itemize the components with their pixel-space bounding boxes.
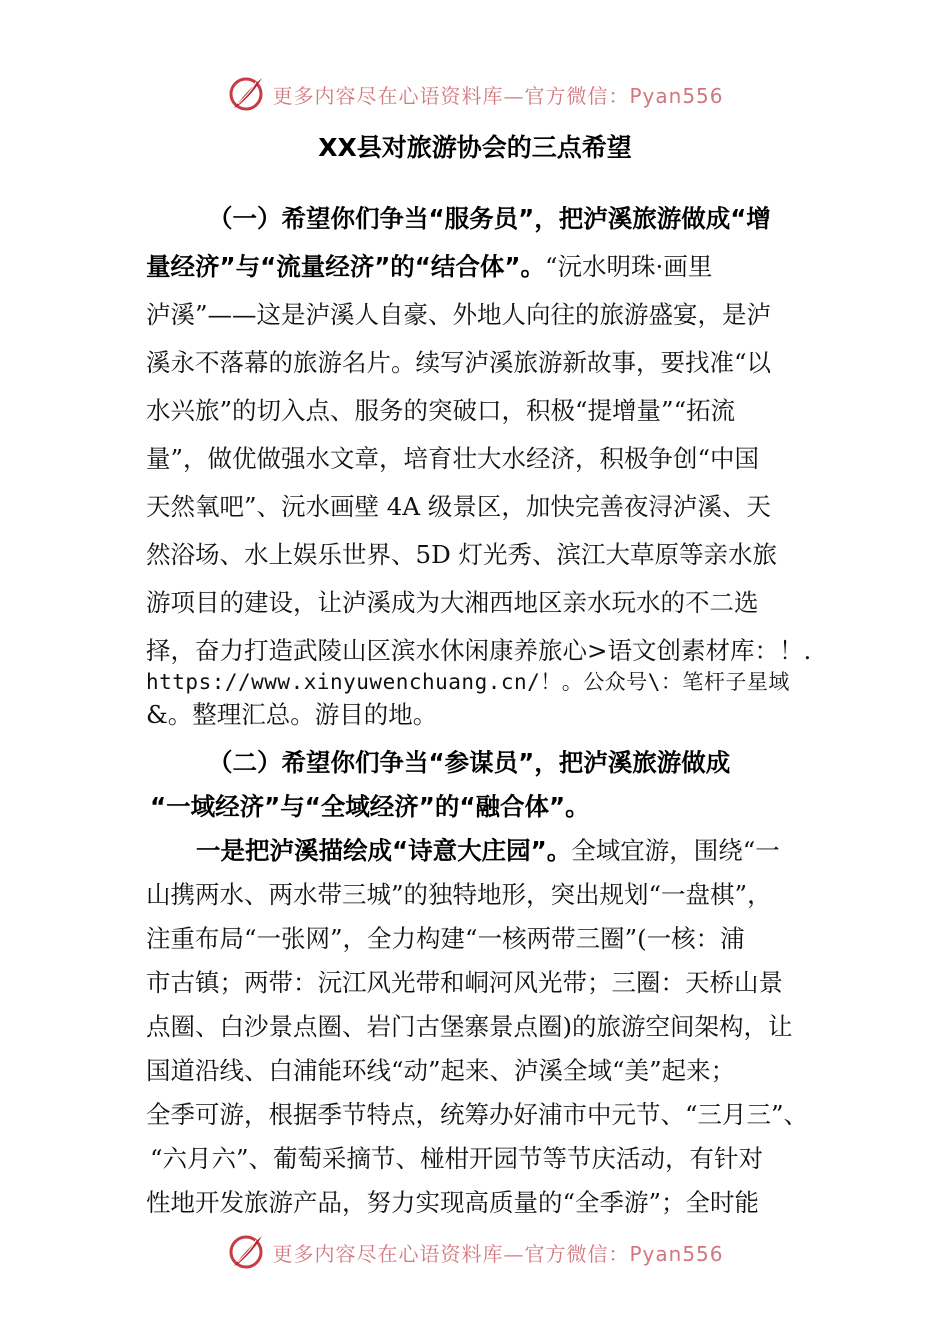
body-text: 性地开发旅游产品，努力实现高质量的“全季游”；全时能 [146,1188,760,1217]
footer-wechat-id: Pyan556 [629,1241,724,1266]
text-line [146,964,783,999]
heading-text: 一是把泸溪描绘成“诗意大庄园”。 [196,836,572,865]
text-line [196,832,780,867]
text-line [146,296,771,331]
heading-text: （二）希望你们争当“参谋员”，把泸溪旅游做成 [208,748,731,777]
footer-banner-label: 更多内容尽在心语资料库—官方微信： [272,1241,630,1266]
body-text: 量”，做优做强水文章，培育壮大水经济，积极争创“中国 [146,444,760,473]
text-line [146,584,759,619]
text-line [146,1184,759,1219]
text-line [146,920,745,955]
heading-text: （一）希望你们争当“服务员”，把泸溪旅游做成“增 [208,204,771,233]
body-text: 泸溪”——这是泸溪人自豪、外地人向往的旅游盛宴，是泸 [146,300,772,329]
text-line [150,1140,763,1175]
text-line [146,248,712,283]
footer-banner [0,1230,950,1274]
text-line [146,392,735,427]
body-text: 水兴旅”的切入点、服务的突破口，积极“提增量”“拓流 [146,396,736,425]
text-line [208,200,771,235]
text-line [150,788,590,823]
body-text: 点圈、白沙景点圈、岩门古堡寨景点圈)的旅游空间架构，让 [146,1012,793,1041]
body-text: 注重布局“一张网”，全力构建“一核两带三圈”(一核：浦 [146,924,745,953]
body-text: 市古镇；两带：沅江风光带和峒河风光带；三圈：天桥山景 [146,968,783,997]
header-wechat-id: Pyan556 [629,83,724,108]
text-line [146,1096,808,1131]
text-line [146,440,759,475]
header-banner [0,72,950,116]
feather-logo-icon [226,74,266,114]
body-text: 溪永不落幕的旅游名片。续写泸溪旅游新故事，要找准“以 [146,348,772,377]
body-text: 全季可游，根据季节特点，统筹办好浦市中元节、“三月三”、 [146,1100,809,1129]
text-line [146,1052,735,1087]
body-text: 择，奋力打造武陵山区滨水休闲康养旅心>语文创素材库：！. [146,636,812,665]
header-banner-label: 更多内容尽在心语资料库—官方微信： [272,83,630,108]
body-text: &。整理汇总。游目的地。 [146,700,438,729]
text-line [146,876,772,911]
body-text: 全域宜游，围绕“一 [571,836,780,865]
text-line [146,696,437,731]
text-line [146,488,771,523]
body-text: 山携两水、两水带三城”的独特地形，突出规划“一盘棋”， [146,880,772,909]
text-line [146,632,811,667]
body-text: 天然氧吧”、沅水画壁 4A 级景区，加快完善夜浔泸溪、天 [146,492,771,521]
body-text: 然浴场、水上娱乐世界、5D 灯光秀、滨江大草原等亲水旅 [146,540,778,569]
text-line [146,1008,793,1043]
url-text: https://www.xinyuwenchuang.cn/！。公众号\：笔杆子星域 [146,670,790,694]
footer-banner-text [272,1238,723,1267]
feather-logo-icon [226,1232,266,1272]
text-line [208,744,730,779]
heading-text: “一域经济”与“全域经济”的“融合体”。 [150,792,590,821]
header-banner-text [272,80,723,109]
heading-text: 量经济”与“流量经济”的“结合体”。 [146,252,546,281]
body-text: 游项目的建设，让泸溪成为大湘西地区亲水玩水的不二选 [146,588,759,617]
body-text: 国道沿线、白浦能环线“动”起来、泸溪全域“美”起来； [146,1056,736,1085]
text-line [146,344,771,379]
text-line [146,536,777,571]
body-text: “沅水明珠·画里 [545,252,713,281]
body-text: “六月六”、葡萄采摘节、椪柑开园节等节庆活动，有针对 [150,1144,764,1173]
text-line [146,666,790,696]
document-title: XX县对旅游协会的三点希望 [318,133,632,162]
